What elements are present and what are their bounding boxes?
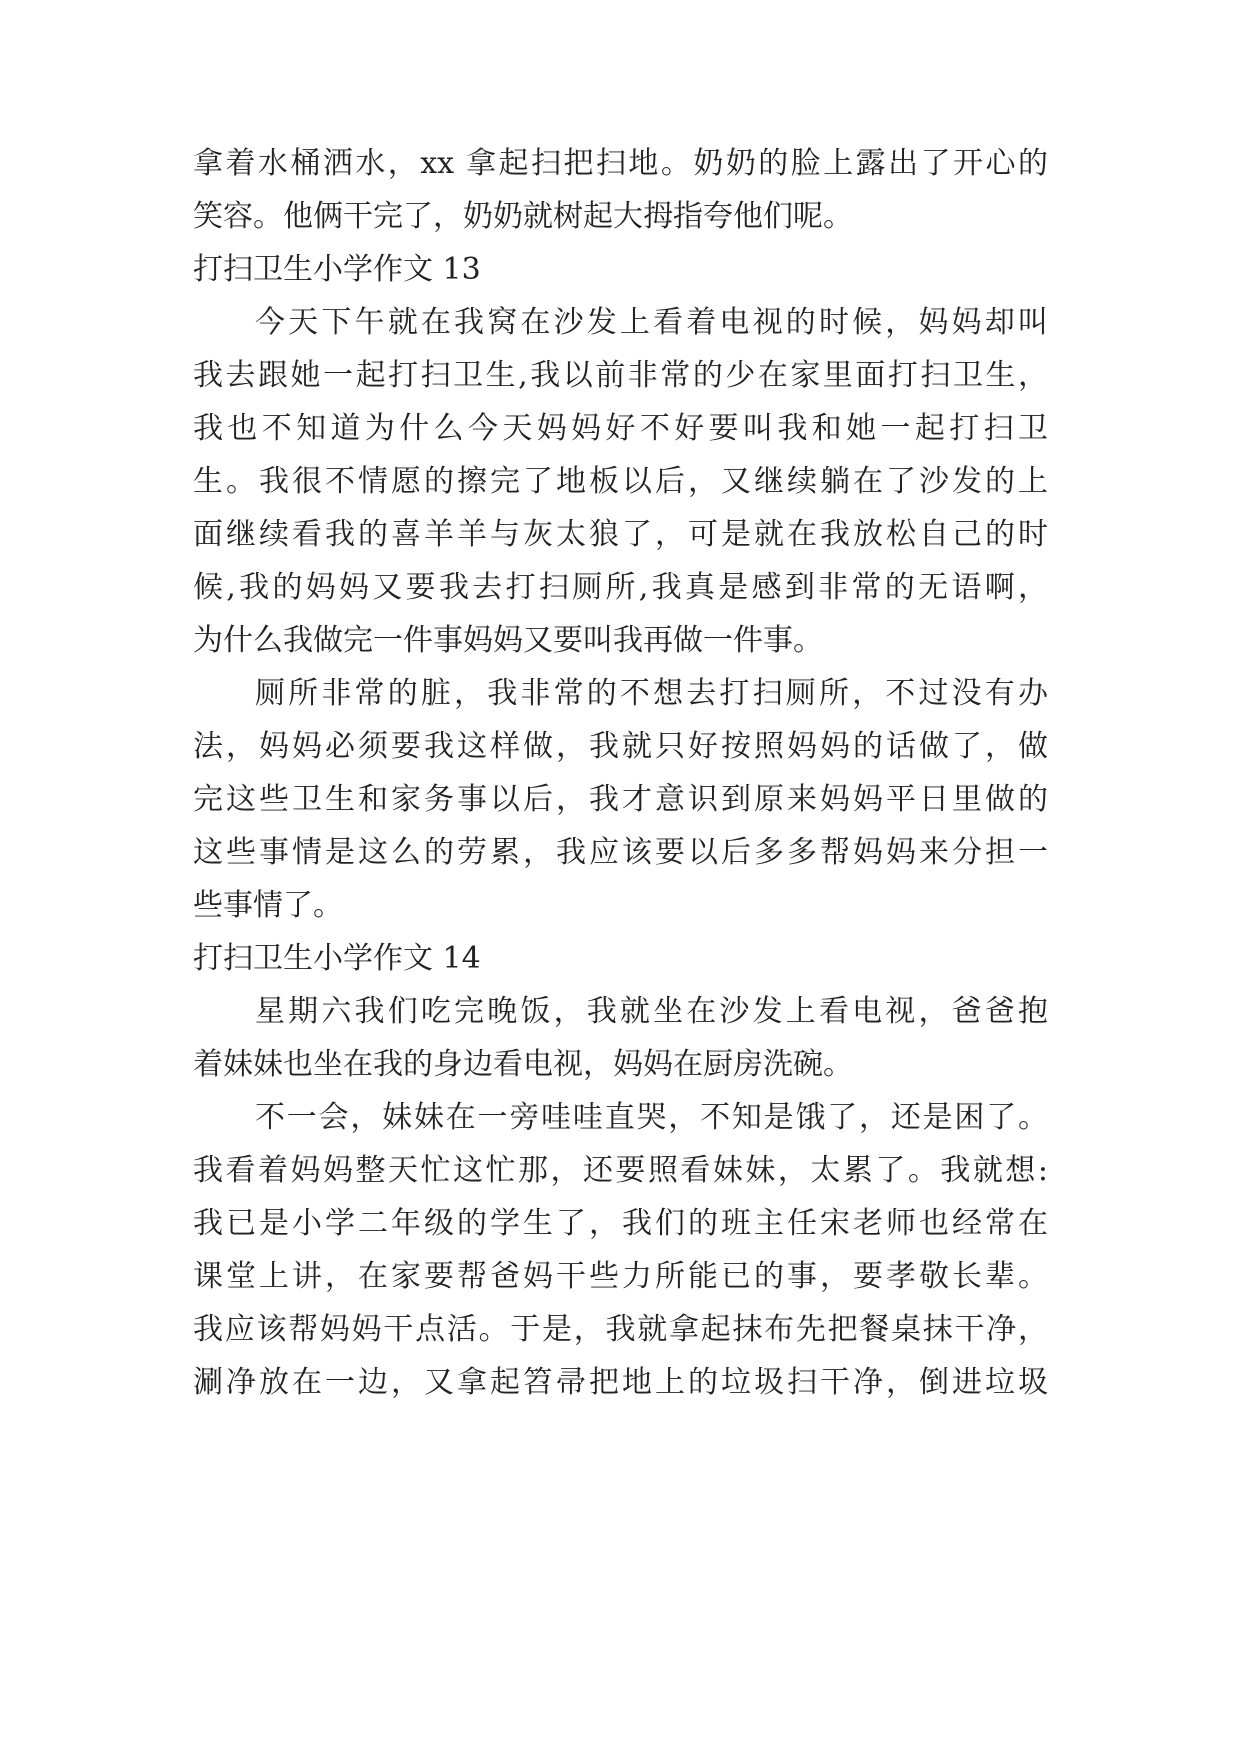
- paragraph-line: 不一会，妹妹在一旁哇哇直哭，不知是饿了，还是困了。: [255, 1100, 1048, 1135]
- paragraph-line: 拿着水桶洒水，xx 拿起扫把扫地。奶奶的脸上露出了开心的: [193, 146, 1048, 181]
- paragraph: [193, 1091, 1048, 1409]
- paragraph-line: 这些事情是这么的劳累，我应该要以后多多帮妈妈来分担一: [193, 835, 1048, 870]
- paragraph-line: 今天下午就在我窝在沙发上看着电视的时候，妈妈却叫: [255, 305, 1048, 340]
- paragraph-line: 完这些卫生和家务事以后，我才意识到原来妈妈平日里做的: [193, 782, 1048, 817]
- paragraph-line: 我去跟她一起打扫卫生,我以前非常的少在家里面打扫卫生，: [193, 358, 1048, 393]
- paragraph-line: 面继续看我的喜羊羊与灰太狼了，可是就在我放松自己的时: [193, 517, 1048, 552]
- document-body: [193, 137, 1048, 1409]
- paragraph-line: 我应该帮妈妈干点活。于是，我就拿起抹布先把餐桌抹干净，: [193, 1312, 1048, 1347]
- section-14: [193, 932, 1048, 1409]
- paragraph-line: 生。我很不情愿的擦完了地板以后，又继续躺在了沙发的上: [193, 464, 1048, 499]
- continued-paragraph: [193, 137, 1048, 243]
- paragraph: [193, 985, 1048, 1091]
- paragraph-line: 我也不知道为什么今天妈妈好不好要叫我和她一起打扫卫: [193, 411, 1048, 446]
- paragraph-line: 为什么我做完一件事妈妈又要叫我再做一件事。: [193, 623, 823, 658]
- paragraph-line: 厕所非常的脏，我非常的不想去打扫厕所，不过没有办: [255, 676, 1048, 711]
- section-13: [193, 243, 1048, 932]
- paragraph: [193, 667, 1048, 932]
- paragraph-line: 涮净放在一边，又拿起笤帚把地上的垃圾扫干净，倒进垃圾: [193, 1365, 1048, 1400]
- paragraph-line: 些事情了。: [193, 888, 343, 923]
- paragraph-line: 候,我的妈妈又要我去打扫厕所,我真是感到非常的无语啊，: [193, 570, 1048, 605]
- paragraph-line: 我看着妈妈整天忙这忙那，还要照看妹妹，太累了。我就想:: [193, 1153, 1048, 1188]
- section-heading: 打扫卫生小学作文 14: [193, 941, 481, 976]
- paragraph: [193, 296, 1048, 667]
- paragraph-line: 课堂上讲，在家要帮爸妈干些力所能已的事，要孝敬长辈。: [193, 1259, 1048, 1294]
- paragraph-line: 法，妈妈必须要我这样做，我就只好按照妈妈的话做了，做: [193, 729, 1048, 764]
- section-heading: 打扫卫生小学作文 13: [193, 252, 481, 287]
- paragraph-line: 星期六我们吃完晚饭，我就坐在沙发上看电视，爸爸抱: [255, 994, 1048, 1029]
- paragraph-line: 我已是小学二年级的学生了，我们的班主任宋老师也经常在: [193, 1206, 1048, 1241]
- paragraph-line: 笑容。他俩干完了，奶奶就树起大拇指夸他们呢。: [193, 199, 853, 234]
- paragraph-line: 着妹妹也坐在我的身边看电视，妈妈在厨房洗碗。: [193, 1047, 853, 1082]
